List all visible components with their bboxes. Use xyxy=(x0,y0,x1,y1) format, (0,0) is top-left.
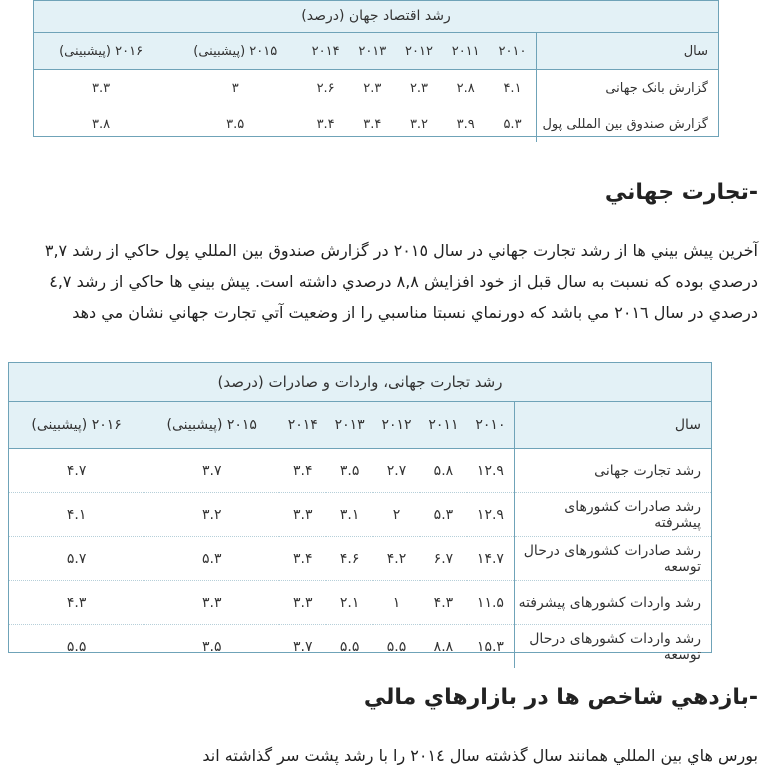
table-cell: ۳ xyxy=(231,80,239,96)
table-cell: ۵.۳ xyxy=(144,537,279,581)
table-cell: ۳.۵ xyxy=(226,116,245,132)
row-label: گزارش بانک جهانی xyxy=(537,70,719,107)
column-header: ۲۰۱۵ (پیشبینی) xyxy=(168,33,302,70)
column-header: سال xyxy=(537,33,719,70)
column-header: ۲۰۱۲ xyxy=(396,33,443,70)
table-cell: ۳.۴ xyxy=(279,537,326,581)
paragraph-line: درصدي بوده كه نسبت به سال قبل از خود افزايش ٨,٨ درصدي داشته است. پيش بيني ها حاكي از رشد ٤,٧ xyxy=(49,272,758,291)
table-cell: ۴.۱ xyxy=(9,493,144,537)
table-cell: ۵.۷ xyxy=(9,537,144,581)
column-header: ۲۰۱۳ xyxy=(349,33,396,70)
table-cell: ۳.۴ xyxy=(316,116,335,132)
table-cell: ۲ xyxy=(373,493,420,537)
table-cell: ۵.۳ xyxy=(420,493,467,537)
row-label: رشد تجارت جهانی xyxy=(515,449,712,493)
table-cell: ۲.۷ xyxy=(373,449,420,493)
table-row xyxy=(9,493,711,537)
table-cell: ۴.۳ xyxy=(9,581,144,625)
column-header: ۲۰۱۱ xyxy=(442,33,489,70)
table-cell: ۴.۲ xyxy=(373,537,420,581)
table-cell: ۵.۵ xyxy=(386,638,407,655)
column-header: سال xyxy=(515,402,712,449)
column-header: ۲۰۱۴ xyxy=(279,402,326,449)
table-header-row xyxy=(34,33,718,70)
table-row xyxy=(9,449,711,493)
table-row xyxy=(9,581,711,625)
table-cell: ۳.۸ xyxy=(92,116,111,132)
table-cell: ۳.۴ xyxy=(279,449,326,493)
table-title: رشد اقتصاد جهان (درصد) xyxy=(34,1,718,33)
paragraph-line: آخرين پيش بيني ها از رشد تجارت جهاني در سال ٢٠١٥ در گزارش صندوق بين المللي پول حاكي از رشد ٣,٧ xyxy=(44,241,758,260)
table-cell: ۳.۷ xyxy=(293,638,313,655)
column-header: ۲۰۱۲ xyxy=(373,402,420,449)
table-cell: ۱۱.۵ xyxy=(467,581,515,625)
table-cell: ۵.۸ xyxy=(420,449,467,493)
row-label: گزارش صندوق بین المللی پول xyxy=(537,106,719,142)
table-cell: ۱۵.۳ xyxy=(476,638,504,655)
table-cell: ۴.۳ xyxy=(420,581,467,625)
table-cell: ۳.۵ xyxy=(326,449,373,493)
table-cell: ۳.۵ xyxy=(202,638,222,655)
table-cell: ۲.۱ xyxy=(326,581,373,625)
table-cell: ۵.۵ xyxy=(66,638,87,655)
table-cell: ۵.۳ xyxy=(503,116,522,132)
table-cell: ۳.۲ xyxy=(409,116,429,132)
table-row xyxy=(9,537,711,581)
table-row xyxy=(34,70,718,107)
table-cell: ۱۲.۹ xyxy=(467,449,515,493)
table-cell: ۶.۷ xyxy=(420,537,467,581)
table-cell: ۳.۹ xyxy=(456,116,475,132)
row-label: رشد صادرات کشورهای پیشرفته xyxy=(515,493,712,537)
table-cell: ۳.۲ xyxy=(144,493,279,537)
column-header: ۲۰۱۱ xyxy=(420,402,467,449)
row-label: رشد واردات کشورهای پیشرفته xyxy=(515,581,712,625)
column-header: ۲۰۱۰ xyxy=(489,33,536,70)
table-cell: ۲.۸ xyxy=(456,80,475,96)
column-header: ۲۰۱۶ (پیشبینی) xyxy=(34,33,168,70)
table-cell: ۲.۶ xyxy=(316,80,335,96)
table-cell: ۲.۳ xyxy=(409,80,429,96)
table-cell: ۴.۱ xyxy=(503,80,522,96)
section-heading-financial-markets: -بازدهي شاخص ها در بازارهاي مالي xyxy=(363,685,758,710)
column-header: ۲۰۱۵ (پیشبینی) xyxy=(144,402,279,449)
table-cell: ۱۲.۹ xyxy=(467,493,515,537)
table-cell: ۳.۳ xyxy=(279,581,326,625)
world-economic-growth-table xyxy=(33,0,719,137)
table-cell: ۵.۵ xyxy=(339,638,360,655)
column-header: ۲۰۱۴ xyxy=(302,33,349,70)
table-cell: ۲.۳ xyxy=(363,80,382,96)
column-header: ۲۰۱۰ xyxy=(467,402,515,449)
column-header: ۲۰۱۳ xyxy=(326,402,373,449)
table-cell: ۴.۷ xyxy=(9,449,144,493)
row-label: رشد صادرات کشورهای درحال توسعه xyxy=(515,537,712,581)
table-cell: ۳.۱ xyxy=(326,493,373,537)
paragraph-line: بورس هاي بين المللي همانند سال گذشته سال ٢٠١٤ را با رشد پشت سر گذاشته اند xyxy=(202,746,758,765)
paragraph-financial-markets xyxy=(202,740,758,771)
row-label: رشد واردات کشورهای درحال توسعه xyxy=(515,625,712,669)
table-cell: ۳.۳ xyxy=(144,581,279,625)
section-heading-world-trade: -تجارت جهاني xyxy=(604,180,758,205)
table-cell: ۸.۸ xyxy=(433,638,454,655)
world-trade-growth-table xyxy=(8,362,712,663)
table-cell: ۳.۴ xyxy=(363,116,382,132)
table-cell: ۱ xyxy=(373,581,420,625)
table-cell: ۳.۳ xyxy=(92,80,111,96)
table-cell: ۴.۶ xyxy=(326,537,373,581)
table-cell: ۳.۷ xyxy=(144,449,279,493)
column-header: ۲۰۱۶ (پیشبینی) xyxy=(9,402,144,449)
table-row xyxy=(34,106,718,142)
table-cell: ۱۴.۷ xyxy=(467,537,515,581)
table-cell: ۳.۳ xyxy=(279,493,326,537)
table-row xyxy=(9,625,711,669)
paragraph-line: درصدي در سال ٢٠١٦ مي باشد كه دورنماي نسبتا مناسبي را از وضعيت آتي تجارت جهاني نشان مي دهد xyxy=(72,303,758,322)
table-header-row xyxy=(9,402,711,449)
paragraph-world-trade xyxy=(45,235,758,328)
table-title: رشد تجارت جهانی، واردات و صادرات (درصد) xyxy=(9,363,711,402)
